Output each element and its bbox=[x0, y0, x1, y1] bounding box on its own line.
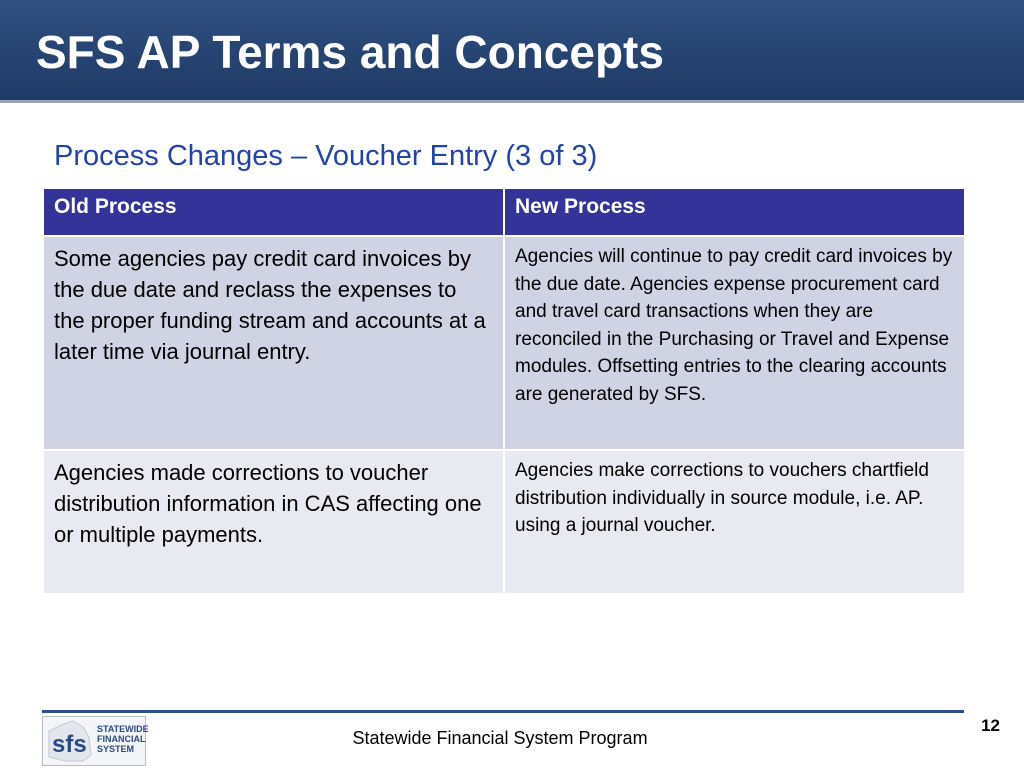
table-header-row bbox=[43, 188, 965, 236]
old-process-cell: Agencies made corrections to voucher distribution information in CAS affecting one or multiple payments. bbox=[43, 450, 504, 594]
sfs-logo bbox=[42, 716, 149, 766]
title-bar bbox=[0, 0, 1024, 103]
logo-mark: sfs bbox=[52, 731, 87, 758]
header-old-process: Old Process bbox=[43, 188, 504, 236]
footer-divider bbox=[42, 710, 964, 713]
slide-subtitle: Process Changes – Voucher Entry (3 of 3) bbox=[54, 140, 598, 172]
new-process-cell: Agencies make corrections to vouchers chartfield distribution individually in source module, i.e. AP. using a journal voucher. bbox=[504, 450, 965, 594]
page-number: 12 bbox=[981, 716, 1000, 735]
footer-program-name: Statewide Financial System Program bbox=[352, 728, 648, 748]
slide-title: SFS AP Terms and Concepts bbox=[36, 26, 664, 78]
table-row bbox=[43, 450, 965, 594]
new-process-cell: Agencies will continue to pay credit card invoices by the due date. Agencies expense procurement card and travel card transactions when they are reconciled in the Purchasing or Travel and Expense modules. Offsetting entries to the clearing accounts are generated by SFS. bbox=[504, 236, 965, 450]
table-row bbox=[43, 236, 965, 450]
comparison-table bbox=[42, 187, 966, 595]
header-new-process: New Process bbox=[504, 188, 965, 236]
logo-wordmark: STATEWIDE FINANCIAL SYSTEM bbox=[97, 724, 149, 754]
old-process-cell: Some agencies pay credit card invoices by the due date and reclass the expenses to the proper funding stream and accounts at a later time via journal entry. bbox=[43, 236, 504, 450]
